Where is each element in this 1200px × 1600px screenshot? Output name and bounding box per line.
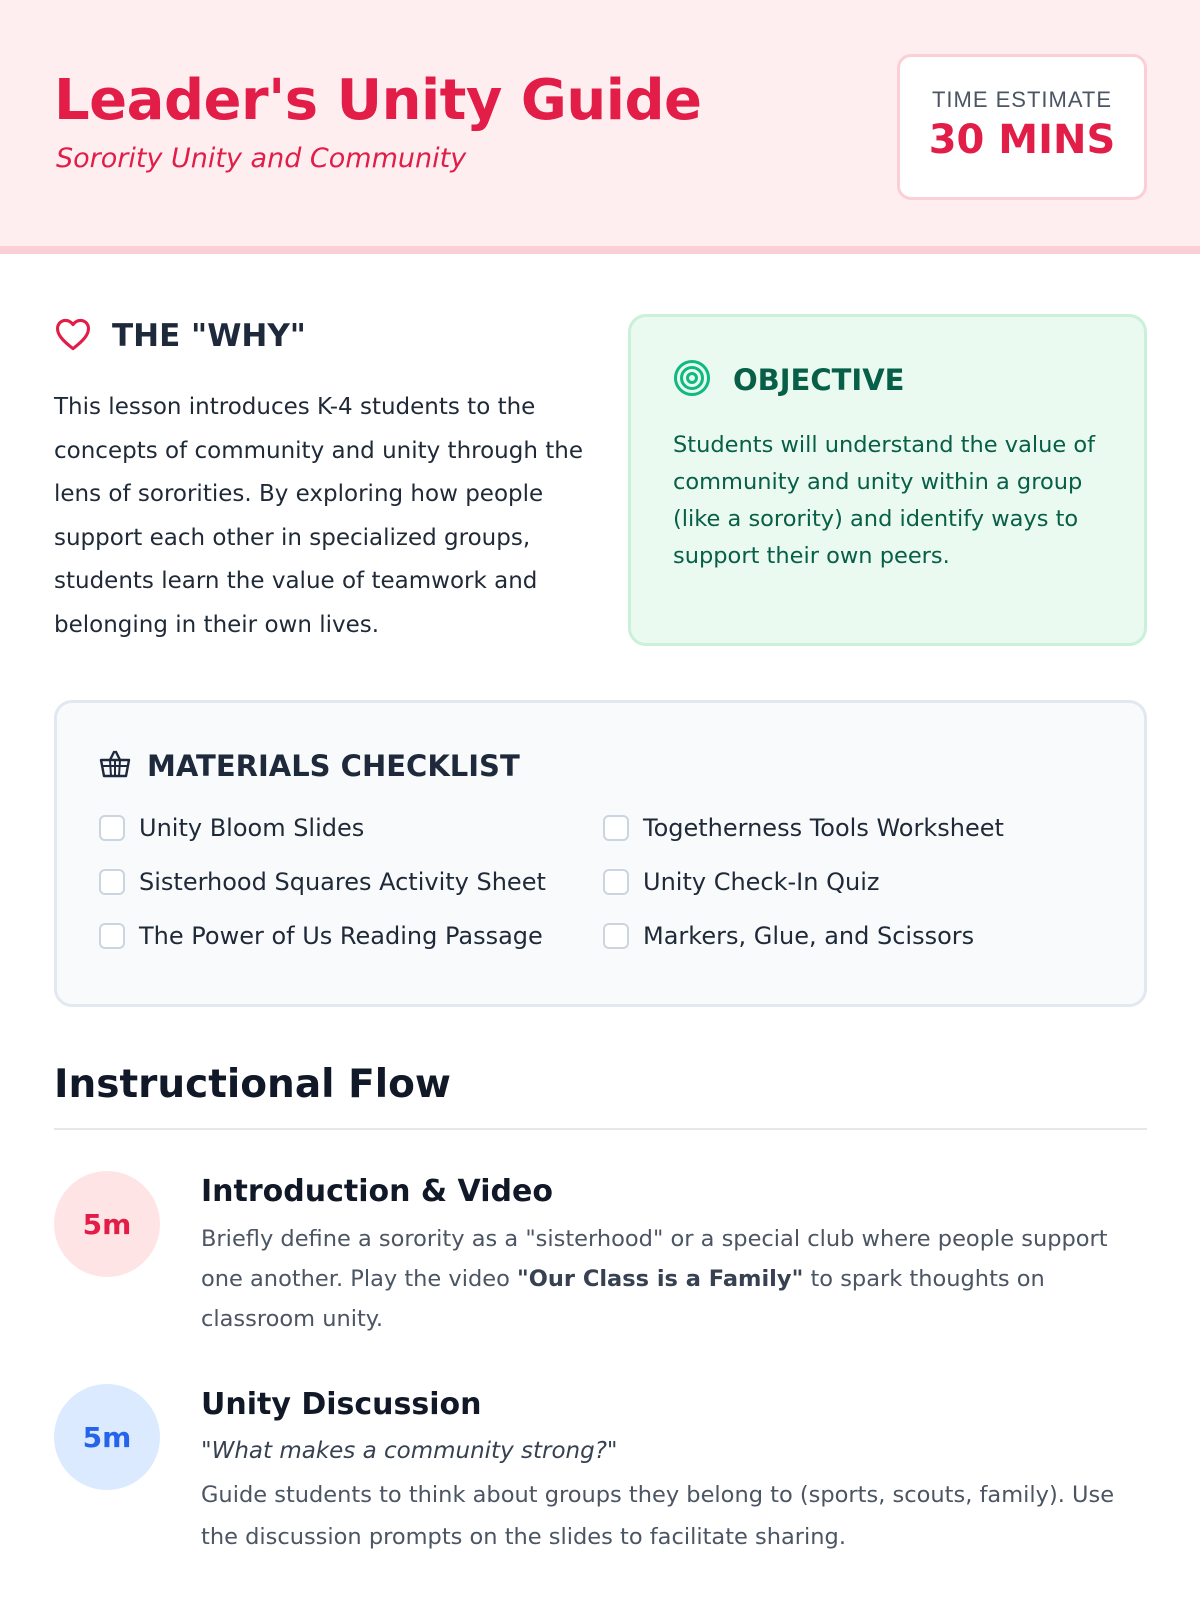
instructional-flow-heading: Instructional Flow [54, 1062, 451, 1107]
objective-card [628, 314, 1147, 646]
why-heading-label: THE "WHY" [112, 318, 306, 354]
materials-item[interactable] [99, 865, 603, 898]
time-estimate-label: TIME ESTIMATE [931, 87, 1113, 112]
divider [54, 1128, 1147, 1130]
checkbox[interactable] [99, 869, 125, 895]
materials-item[interactable] [603, 919, 1103, 952]
why-body: This lesson introduces K-4 students to the concepts of community and unity through the lens of sororities. By exploring how people support each other in specialized groups, students learn the value of teamwork and belonging in their own lives. [54, 394, 583, 638]
flow-step-content [201, 1384, 1141, 1558]
flow-step-content [201, 1171, 1141, 1339]
flow-step-title: Unity Discussion [201, 1387, 482, 1422]
page-title: Leader's Unity Guide [54, 68, 702, 133]
flow-step-body: Guide students to think about groups they belong to (sports, scouts, family). Use the discussion prompts on the slides to facilitate sharing. [201, 1482, 1115, 1550]
heart-icon [54, 317, 92, 355]
target-icon [673, 359, 711, 401]
time-estimate-card [897, 54, 1147, 200]
materials-item-label: Markers, Glue, and Scissors [643, 921, 975, 950]
checkbox[interactable] [603, 923, 629, 949]
materials-item[interactable] [99, 811, 603, 844]
objective-body: Students will understand the value of community and unity within a group (like a sorority) and identify ways to support their own peers. [673, 432, 1096, 569]
objective-heading-label: OBJECTIVE [733, 363, 905, 397]
materials-list [99, 811, 1109, 952]
materials-heading [99, 749, 520, 783]
video-title: "Our Class is a Family" [517, 1266, 804, 1292]
materials-heading-label: MATERIALS CHECKLIST [147, 749, 520, 783]
duration-badge: 5m [54, 1171, 160, 1277]
materials-checklist-card [54, 700, 1147, 1007]
flow-step-body-text: to spark thoughts on classroom unity. [201, 1266, 1045, 1332]
materials-item-label: The Power of Us Reading Passage [139, 921, 543, 950]
materials-item[interactable] [603, 865, 1103, 898]
why-heading [54, 316, 306, 356]
flow-step-body-text: Briefly define a sorority as a "sisterhood" or a special club where people support one another. Play the video [201, 1226, 1108, 1292]
discussion-question: "What makes a community strong?" [201, 1438, 618, 1464]
flow-step-title: Introduction & Video [201, 1174, 553, 1209]
materials-item[interactable] [99, 919, 603, 952]
materials-item-label: Unity Check-In Quiz [643, 867, 880, 896]
time-estimate-value: 30 MINS [928, 117, 1116, 163]
header [0, 0, 1200, 254]
materials-item-label: Togetherness Tools Worksheet [643, 813, 1004, 842]
basket-icon [99, 749, 131, 783]
checkbox[interactable] [603, 869, 629, 895]
checkbox[interactable] [99, 923, 125, 949]
checkbox[interactable] [99, 815, 125, 841]
materials-item-label: Unity Bloom Slides [139, 813, 365, 842]
duration-badge: 5m [54, 1384, 160, 1490]
materials-item[interactable] [603, 811, 1103, 844]
checkbox[interactable] [603, 815, 629, 841]
page-subtitle: Sorority Unity and Community [56, 143, 467, 174]
materials-item-label: Sisterhood Squares Activity Sheet [139, 867, 546, 896]
flow-step-body [201, 1219, 1141, 1339]
objective-heading [673, 359, 904, 401]
